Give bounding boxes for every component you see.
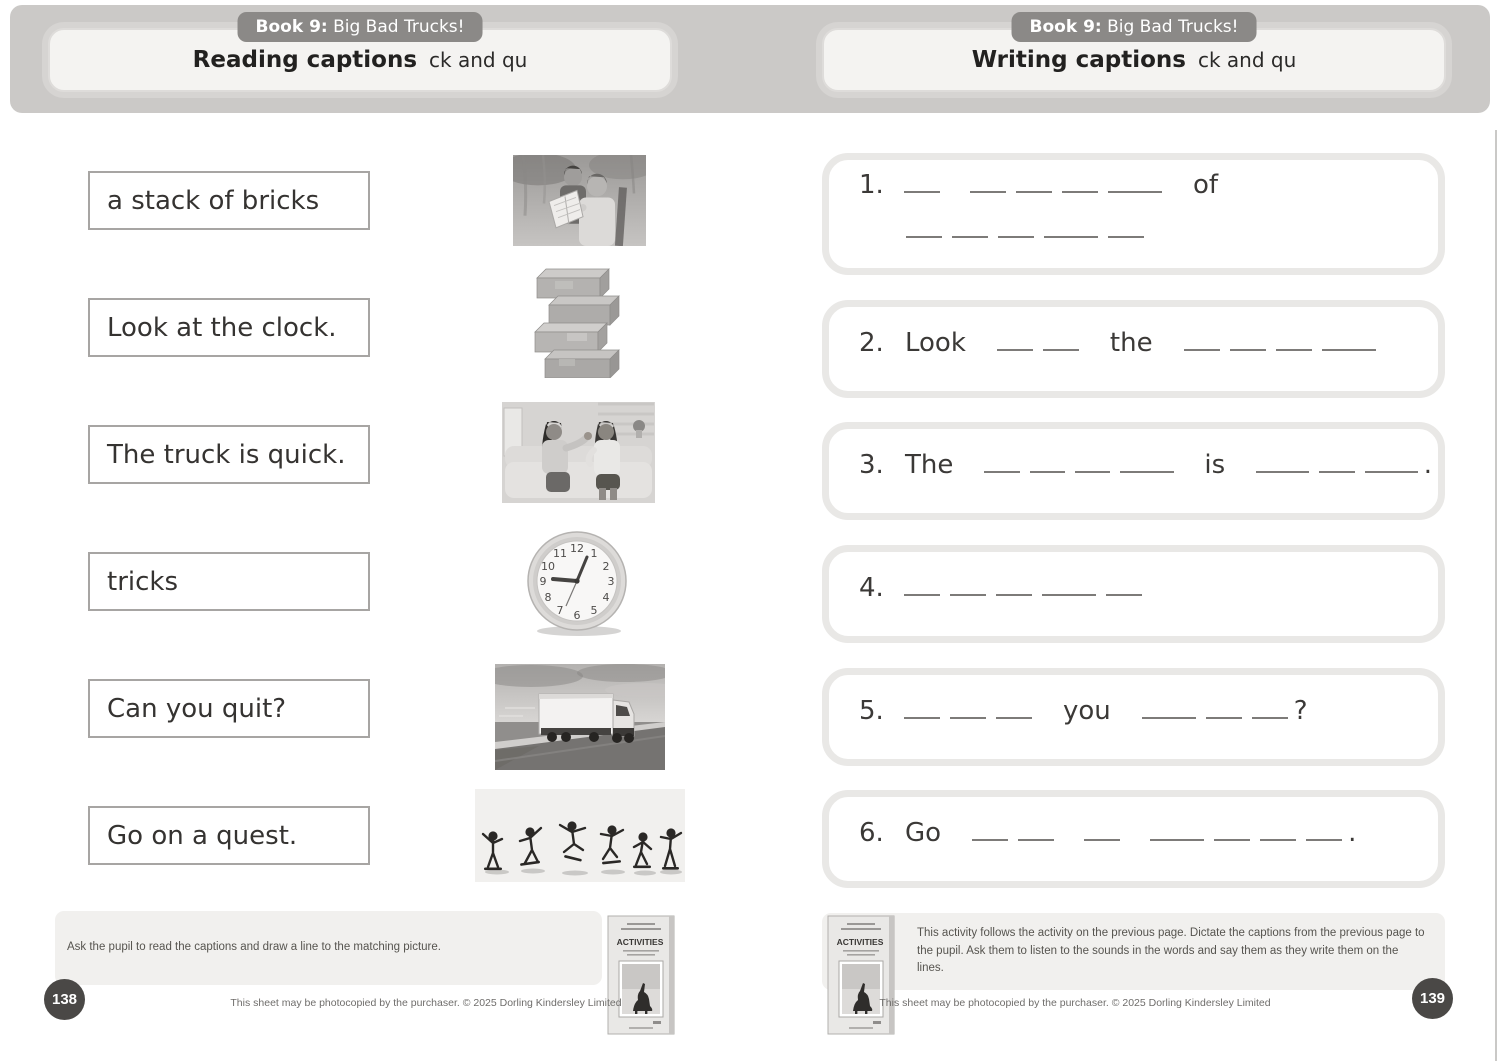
writing-blank — [996, 695, 1032, 719]
writing-blank — [1252, 695, 1288, 719]
writing-line — [901, 214, 1438, 259]
left-copyright: This sheet may be photocopied by the purchaser. © 2025 Dorling Kindersley Limited — [230, 997, 622, 1009]
punctuation: ? — [1293, 695, 1308, 726]
writing-blank — [1260, 817, 1296, 841]
writing-box — [822, 422, 1445, 520]
book-badge-prefix: Book 9: — [255, 17, 328, 37]
writing-blank — [1106, 572, 1142, 596]
given-word: Look — [905, 327, 966, 358]
svg-text:8: 8 — [544, 591, 552, 604]
left-footer-note — [55, 911, 602, 985]
caption-text: Look at the clock. — [107, 312, 337, 343]
caption-box — [88, 171, 370, 230]
writing-blank — [906, 214, 942, 238]
left-book-badge — [238, 12, 483, 42]
right-page-title: Writing captions — [971, 47, 1186, 73]
writing-blank — [904, 695, 940, 719]
book-badge-title: Big Bad Trucks! — [333, 17, 465, 37]
caption-box — [88, 298, 370, 357]
writing-blank — [950, 695, 986, 719]
writing-blank — [972, 817, 1008, 841]
right-copyright: This sheet may be photocopied by the purchaser. © 2025 Dorling Kindersley Limited — [879, 997, 1271, 1009]
svg-text:2: 2 — [602, 560, 610, 573]
caption-box — [88, 425, 370, 484]
activities-label: ACTIVITIES — [836, 937, 884, 947]
item-number: 3. — [859, 449, 884, 480]
children-reading-illustration — [513, 155, 646, 246]
item-number: 1. — [859, 170, 884, 201]
writing-blank — [904, 169, 940, 193]
punctuation: . — [1423, 449, 1432, 480]
writing-blank — [1214, 817, 1250, 841]
writing-blank — [1206, 695, 1242, 719]
writing-blank — [1184, 327, 1220, 351]
svg-text:4: 4 — [602, 591, 610, 604]
svg-text:6: 6 — [573, 609, 581, 622]
writing-blank — [904, 572, 940, 596]
left-page-title: Reading captions — [192, 47, 418, 73]
writing-blank-long — [1120, 449, 1173, 473]
writing-blank — [1084, 817, 1120, 841]
writing-line — [859, 169, 1438, 214]
writing-blank-long — [1365, 449, 1418, 473]
caption-text: Can you quit? — [107, 693, 287, 724]
clock-illustration — [517, 529, 640, 638]
item-number: 4. — [859, 572, 884, 603]
skateboard-sequence-photo — [475, 789, 685, 882]
item-number: 6. — [859, 817, 884, 848]
book-badge-title: Big Bad Trucks! — [1107, 17, 1239, 37]
writing-blank — [1030, 449, 1065, 473]
writing-line — [859, 695, 1438, 740]
children-reading-photo — [513, 155, 646, 246]
svg-text:1: 1 — [590, 547, 598, 560]
activities-book-thumbnail — [827, 915, 895, 1035]
right-footer-note — [822, 913, 1445, 990]
caption-box — [88, 679, 370, 738]
caption-text: a stack of bricks — [107, 185, 320, 216]
activities-book-cover — [607, 915, 675, 1035]
writing-box — [822, 790, 1445, 888]
writing-blank — [950, 572, 986, 596]
writing-blank — [1062, 169, 1098, 193]
activities-book-thumbnail — [607, 915, 675, 1035]
caption-box — [88, 806, 370, 865]
writing-line — [859, 572, 1438, 617]
svg-text:10: 10 — [541, 560, 555, 573]
given-word: of — [1193, 170, 1219, 201]
caption-box — [88, 552, 370, 611]
two-women-talking-photo — [502, 402, 655, 503]
writing-blank — [970, 169, 1006, 193]
writing-blank — [998, 214, 1034, 238]
writing-blank-long — [1044, 214, 1098, 238]
caption-text: The truck is quick. — [107, 439, 346, 470]
given-word: The — [905, 449, 954, 480]
right-page-header — [822, 17, 1446, 92]
svg-text:11: 11 — [553, 547, 567, 560]
right-footer-note-text: This activity follows the activity on the previous page. Dictate the captions from the previous page to the pupil. Ask them to listen to the sounds in the words and say them as they write them on the lines. — [917, 926, 1425, 975]
writing-blank — [1319, 449, 1354, 473]
writing-line — [859, 817, 1438, 862]
writing-blank-long — [1322, 327, 1376, 351]
given-word: you — [1063, 695, 1111, 726]
page-edge-line — [1495, 130, 1497, 1061]
writing-blank — [984, 449, 1019, 473]
writing-blank — [1016, 169, 1052, 193]
item-number: 5. — [859, 695, 884, 726]
right-book-badge — [1012, 12, 1257, 42]
writing-blank-long — [1108, 169, 1162, 193]
clock-photo — [517, 529, 640, 638]
caption-text: tricks — [107, 566, 179, 597]
left-page-subtitle: ck and qu — [429, 48, 528, 72]
writing-blank-long — [1142, 695, 1196, 719]
writing-blank — [1276, 327, 1312, 351]
writing-line — [859, 449, 1438, 494]
right-page-subtitle: ck and qu — [1197, 48, 1297, 72]
left-footer-note-text: Ask the pupil to read the captions and draw a line to the matching picture. — [67, 941, 441, 954]
right-page-number: 139 — [1412, 978, 1453, 1019]
two-women-talking-illustration — [502, 402, 655, 503]
writing-blank — [1230, 327, 1266, 351]
svg-text:9: 9 — [539, 575, 547, 588]
activities-label: ACTIVITIES — [616, 937, 664, 947]
truck-illustration — [495, 664, 665, 770]
writing-blank — [996, 572, 1032, 596]
given-word: is — [1204, 449, 1226, 480]
writing-blank — [1075, 449, 1110, 473]
writing-box — [822, 300, 1445, 398]
writing-box — [822, 153, 1445, 275]
writing-blank — [952, 214, 988, 238]
writing-line — [859, 327, 1438, 372]
svg-text:7: 7 — [556, 604, 564, 617]
writing-blank — [1108, 214, 1144, 238]
writing-blank — [1043, 327, 1079, 351]
caption-text: Go on a quest. — [107, 820, 298, 851]
punctuation: . — [1348, 817, 1357, 848]
book-badge-prefix: Book 9: — [1029, 17, 1102, 37]
svg-text:3: 3 — [607, 575, 615, 588]
writing-box — [822, 668, 1445, 766]
left-page-number: 138 — [44, 979, 85, 1020]
brick-stack-photo — [529, 267, 629, 378]
writing-blank — [1018, 817, 1054, 841]
given-word: Go — [905, 817, 942, 848]
writing-blank — [1306, 817, 1342, 841]
activities-book-cover — [827, 915, 895, 1035]
skateboard-sequence-illustration — [475, 789, 685, 882]
truck-photo — [495, 664, 665, 770]
writing-blank-long — [1150, 817, 1204, 841]
given-word: the — [1109, 327, 1153, 358]
writing-blank — [997, 327, 1033, 351]
writing-blank-long — [1042, 572, 1096, 596]
svg-text:5: 5 — [590, 604, 598, 617]
left-page-header — [48, 17, 672, 92]
writing-blank-long — [1256, 449, 1309, 473]
brick-stack-illustration — [529, 267, 629, 378]
svg-text:12: 12 — [570, 542, 584, 555]
writing-box — [822, 545, 1445, 643]
item-number: 2. — [859, 327, 884, 358]
